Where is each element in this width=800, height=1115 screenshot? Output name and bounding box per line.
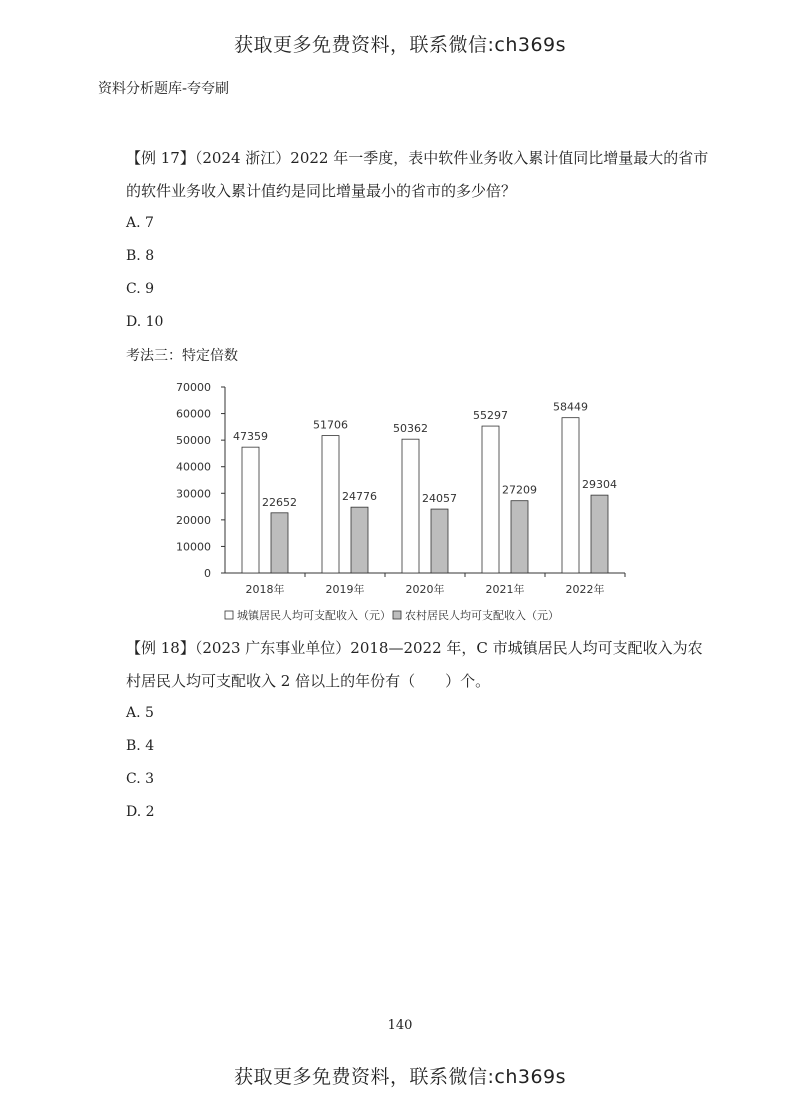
q18-option-c: C. 3: [126, 771, 155, 787]
y-tick-label: 60000: [176, 407, 211, 421]
bar-rural: [431, 509, 448, 573]
bar-urban: [322, 436, 339, 573]
y-tick-label: 70000: [176, 381, 211, 394]
bar-rural: [591, 495, 608, 573]
legend-label-rural: 农村居民人均可支配收入（元）: [405, 609, 559, 622]
data-label-urban: 51706: [313, 418, 348, 432]
data-label-urban: 50362: [393, 422, 428, 436]
question-18-text: 【例 18】（2023 广东事业单位）2018—2022 年，C 市城镇居民人均可支配收入为农村居民人均可支配收入 2 倍以上的年份有（ ）个。: [126, 639, 703, 690]
data-label-urban: 47359: [233, 430, 268, 444]
y-tick-label: 30000: [176, 487, 211, 501]
bar-urban: [242, 447, 259, 573]
data-label-rural: 22652: [262, 495, 297, 509]
data-label-rural: 27209: [502, 483, 537, 497]
x-tick-label: 2018年: [245, 583, 285, 596]
y-tick-label: 10000: [176, 540, 211, 554]
bar-rural: [271, 513, 288, 573]
y-tick-label: 0: [204, 567, 211, 580]
bar-rural: [351, 507, 368, 573]
data-label-rural: 24776: [342, 490, 377, 504]
q17-option-b: B. 8: [126, 248, 155, 264]
x-tick-label: 2021年: [485, 583, 525, 596]
legend: [225, 608, 559, 622]
y-tick-label: 50000: [176, 434, 211, 448]
legend-label-urban: 城镇居民人均可支配收入（元）: [237, 609, 391, 622]
question-17-text: 【例 17】（2024 浙江）2022 年一季度，表中软件业务收入累计值同比增量最大的省市的软件业务收入累计值约是同比增量最小的省市的多少倍？: [126, 149, 709, 200]
q18-option-a: A. 5: [126, 705, 154, 721]
bar-urban: [482, 426, 499, 573]
x-tick-label: 2019年: [325, 583, 365, 596]
q18-option-b: B. 4: [126, 738, 155, 754]
y-tick-label: 40000: [176, 460, 211, 474]
y-tick-label: 20000: [176, 513, 211, 527]
x-tick-label: 2020年: [405, 583, 445, 596]
bar-urban: [562, 418, 579, 573]
page-number: 140: [387, 1018, 413, 1033]
bar-rural: [511, 501, 528, 573]
legend-swatch-urban: [225, 611, 233, 619]
income-bar-chart: [150, 375, 650, 630]
q17-option-d: D. 10: [126, 314, 164, 330]
breadcrumb: 资料分析题库-夸夸刷: [98, 81, 230, 97]
data-label-urban: 55297: [473, 409, 508, 423]
bar-urban: [402, 439, 419, 573]
q17-option-c: C. 9: [126, 281, 155, 297]
x-tick-label: 2022年: [565, 583, 605, 596]
data-label-rural: 24057: [422, 492, 457, 506]
q17-option-a: A. 7: [126, 215, 154, 231]
data-label-rural: 29304: [582, 478, 617, 492]
section-label: 考法三：特定倍数: [126, 348, 238, 364]
watermark-bottom: 获取更多免费资料，联系微信:ch369s: [233, 1066, 567, 1088]
data-label-urban: 58449: [553, 400, 588, 414]
q18-option-d: D. 2: [126, 804, 155, 820]
watermark-top: 获取更多免费资料，联系微信:ch369s: [233, 34, 567, 56]
legend-swatch-rural: [393, 611, 401, 619]
